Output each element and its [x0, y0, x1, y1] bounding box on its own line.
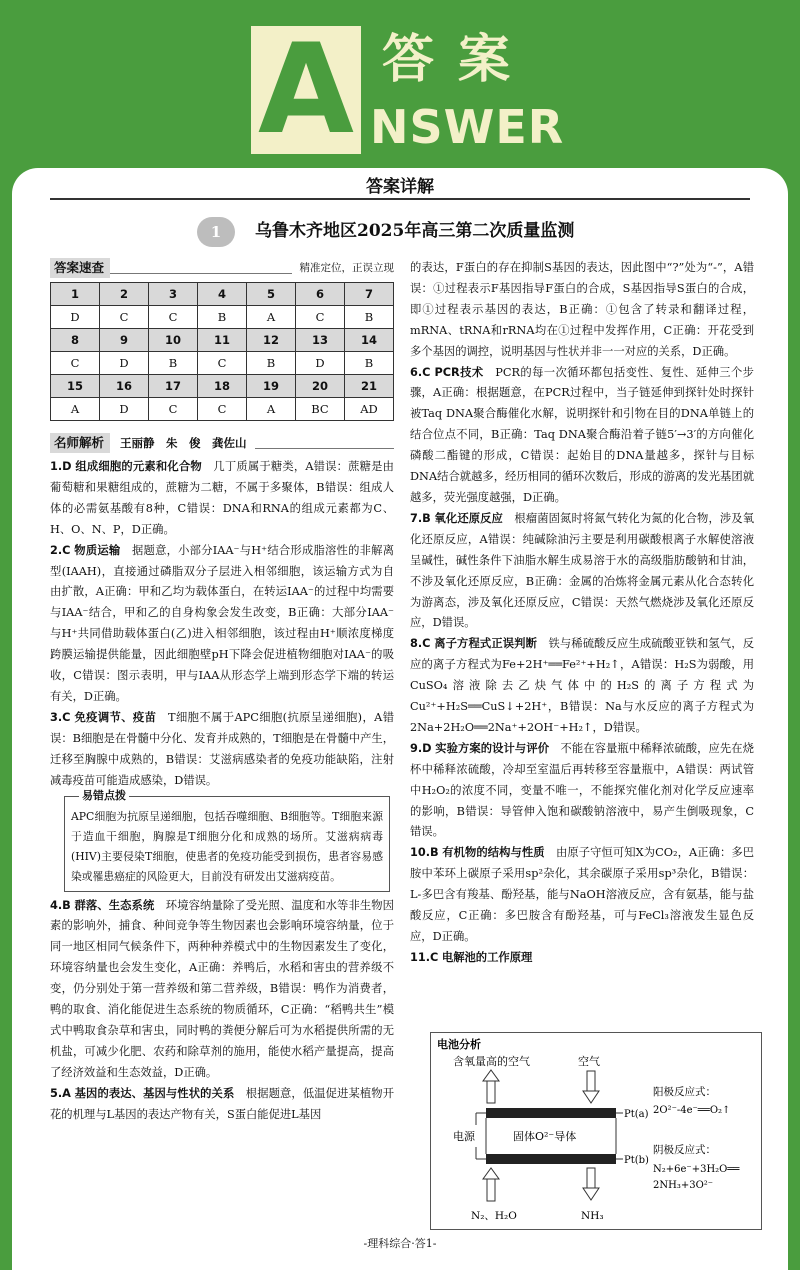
power-source-label: 电源 [453, 1130, 475, 1143]
question-answer-label: 1.D [50, 460, 72, 473]
answer-cell: D [296, 352, 345, 375]
explanation-item [410, 363, 754, 509]
explanation-item [410, 843, 754, 948]
question-number-cell: 13 [296, 329, 345, 352]
question-number-cell: 20 [296, 375, 345, 398]
quick-answer-slogan: 精准定位，正误立现 [299, 261, 394, 274]
explanation-item [50, 541, 394, 708]
question-number-cell: 10 [149, 329, 198, 352]
knowledge-point: 离子方程式正误判断 [434, 637, 538, 651]
question-number-cell: 19 [247, 375, 296, 398]
explanation-item [50, 1084, 394, 1126]
explanation-item [410, 948, 754, 969]
question-answer-label: 2.C [50, 543, 71, 557]
answer-cell: C [100, 306, 149, 329]
question-number-cell: 14 [345, 329, 394, 352]
analysis-header [50, 433, 394, 453]
explanation-item [410, 739, 754, 844]
explanation-text: 由原子守恒可知X为CO₂，A正确：多巴胺中苯环上碳原子采用sp²杂化，其余碳原子采用sp³杂化，B错误：L-多巴含有羧基、酚羟基，能与NaOH溶液反应，含有氨基，能与盐酸反应，C正确：多巴胺含有酚羟基，可与FeCl₃溶液发生显色反应，D正确。 [410, 846, 754, 943]
question-number-cell: 3 [149, 283, 198, 306]
diagram-top-right-label: 空气 [578, 1055, 600, 1068]
question-answer-label: 8.C [410, 637, 431, 651]
diagram-title: 电池分析 [437, 1038, 481, 1051]
question-answer-label: 9.D [410, 741, 432, 755]
knowledge-point: 电解池的工作原理 [441, 950, 533, 964]
anode-label: 阳极反应式： [653, 1086, 716, 1098]
header-banner [0, 0, 800, 175]
electrolysis-diagram [430, 1032, 762, 1230]
question-answer-label: 5.A [50, 1086, 71, 1100]
question-number-cell: 11 [198, 329, 247, 352]
answer-cell: C [296, 306, 345, 329]
knowledge-point: 实验方案的设计与评价 [435, 741, 550, 755]
question-number-cell: 2 [100, 283, 149, 306]
knowledge-point: PCR技术 [434, 365, 484, 379]
explanation-text: 铁与稀硫酸反应生成硫酸亚铁和氢气，反应的离子方程式为Fe+2H⁺══Fe²⁺+H₂↑，A错误：H₂S为弱酸，用CuSO₄溶液除去乙炔气体中的H₂S的离子方程式为Cu²⁺+H₂S══CuS↓+2H⁺，B错误：Na与水反应的离子方程式为2Na+2H₂O══2Na⁺+2OH⁻+H₂↑，D错误。 [410, 637, 754, 734]
left-column [50, 258, 394, 1125]
question-number-cell: 1 [51, 283, 100, 306]
question-number-cell: 9 [100, 329, 149, 352]
answer-cell: C [198, 398, 247, 421]
explanation-text: 环境容纳量除了受光照、温度和水等非生物因素的影响外，捕食、种间竞争等生物因素也会影响环境容纳量，位于同一地区相同气候条件下，两种种养模式中的生物因素发生了变化，环境容纳量也会发生变化，A正确：养鸭后，水稻和害虫的营养级不变，仍分别处于第一营养级和第二营养级，B错误：鸭作为消费者，鸭的取食、消化能促进生态系统的物质循环，C正确：“稻鸭共生”模式中鸭取食杂草和害虫，同时鸭的粪便分解后可为水稻提供所需的无机盐，可减少化肥、农药和除草剂的施用，能使水稻产量提高，提高了经济效益和生态效益，D正确。 [50, 898, 394, 1079]
answer-cell: D [100, 398, 149, 421]
explanation-text: 不能在容量瓶中稀释浓硫酸，应先在烧杯中稀释浓硫酸，冷却至室温后再转移至容量瓶中，A错误：两试管中H₂O₂的浓度不同，变量不唯一，不能探究催化剂对化学反应速率的影响，B错误：导管伸入饱和碳酸钠溶液中，易产生倒吸现象，C错误。 [410, 741, 754, 839]
question-number-cell: 7 [345, 283, 394, 306]
answer-cell: BC [296, 398, 345, 421]
explanation-item [410, 509, 754, 634]
question-number-cell: 15 [51, 375, 100, 398]
question-number-cell: 12 [247, 329, 296, 352]
question-number-cell: 21 [345, 375, 394, 398]
title-divider [50, 198, 750, 200]
anode-equation: 2O²⁻-4e⁻══O₂↑ [653, 1105, 731, 1116]
solid-conductor-label: 固体O²⁻导体 [513, 1130, 577, 1143]
explanation-item [50, 708, 394, 792]
answer-cell: D [51, 306, 100, 329]
question-number-cell: 18 [198, 375, 247, 398]
question-number-cell: 6 [296, 283, 345, 306]
outlet-arrow-icon [583, 1168, 599, 1200]
tip-title: 易错点拨 [79, 788, 129, 804]
question-answer-label: 6.C [410, 365, 431, 379]
answer-cell: C [198, 352, 247, 375]
question-number-cell: 8 [51, 329, 100, 352]
electrode-b-label: Pt(b) [624, 1155, 649, 1166]
cathode-equation-1: N₂+6e⁻+3H₂O══ [653, 1164, 740, 1175]
electrode-a-label: Pt(a) [624, 1109, 649, 1120]
answer-cell: A [247, 398, 296, 421]
knowledge-point: 物质运输 [74, 543, 121, 557]
question-number-cell: 17 [149, 375, 198, 398]
answer-cell: A [247, 306, 296, 329]
right-explanations [410, 258, 754, 969]
question-answer-label: 10.B [410, 846, 439, 860]
answer-cell: D [100, 352, 149, 375]
answer-cell: AD [345, 398, 394, 421]
knowledge-point: 有机物的结构与性质 [442, 846, 545, 860]
explanation-text: 据题意，小部分IAA⁻与H⁺结合形成脂溶性的非解离型(IAAH)，直接通过磷脂双分子层进入相邻细胞，该运输方式为自由扩散，A正确：甲和乙均为载体蛋白，在转运IAA⁻的过程中均需要与IAA⁻结合，甲和乙的自身构象会发生改变，B正确：大部分IAA⁻与H⁺共同借助载体蛋白(乙)进入相邻细胞，该过程由H⁺顺浓度梯度跨膜运输提供能量，因此细胞壁pH下降会促进植物细胞对IAA⁻的吸收，C错误：图示表明，甲与IAA从形态学上端到形态学下端的转运有关，D正确。 [50, 543, 394, 703]
answer-cell: B [149, 352, 198, 375]
question-answer-label: 7.B [410, 511, 431, 525]
question-number-cell: 4 [198, 283, 247, 306]
cathode-label: 阴极反应式： [653, 1144, 716, 1156]
teacher-names: 王丽静 朱 俊 龚佐山 [120, 435, 247, 450]
answer-cell: A [51, 398, 100, 421]
tip-text: APC细胞为抗原呈递细胞，包括吞噬细胞、B细胞等。T细胞来源于造血干细胞，胸腺是T细胞分化和成熟的场所。艾滋病病毒(HIV)主要侵染T细胞，使患者的免疫功能受到损伤，患者容易感染或罹患癌症的风险更大，目前没有研发出艾滋病疫苗。 [71, 809, 383, 883]
question-answer-label: 11.C [410, 950, 439, 964]
knowledge-point: 氧化还原反应 [434, 511, 503, 525]
knowledge-point: 组成细胞的元素和化合物 [75, 460, 202, 473]
knowledge-point: 群落、生态系统 [74, 898, 155, 912]
explanation-item [50, 896, 394, 1084]
diagram-svg [431, 1033, 761, 1229]
explanation-text: PCR的每一次循环都包括变性、复性、延伸三个步骤，A正确：根据题意，在PCR过程中，当子链延伸到探针处时探针被Taq DNA聚合酶催化水解，说明探针和引物在目的DNA单链上的结合位点不同，B正确：Taq DNA聚合酶沿着子链5′→3′的方向催化磷酸二酯键的形成，C错误：起始目的DNA量越多，探针与目标DNA结合就越多，经历相同的循环次数后，形成的游离的发光基团就越多，荧光强度越强，D正确。 [410, 365, 754, 504]
page-footer: -理科综合·答1- [363, 1237, 437, 1250]
question-answer-label: 3.C [50, 710, 71, 724]
explanation-text: T细胞不属于APC细胞(抗原呈递细胞)，A错误：B细胞是在骨髓中分化、发育并成熟的，T细胞是在骨髓中产生，迁移至胸腺中成熟的，B错误：艾滋病感染者的免疫功能缺陷，注射减毒疫苗可能造成感染，D错误。 [50, 710, 394, 787]
bottom-right-label: NH₃ [581, 1210, 604, 1222]
outlet-arrow-icon [483, 1070, 499, 1103]
knowledge-point: 基因的表达、基因与性状的关系 [74, 1086, 235, 1100]
answer-cell: C [149, 398, 198, 421]
left-explanations [50, 457, 394, 792]
diagram-top-left-label: 含氧量高的空气 [453, 1055, 530, 1068]
question-number-cell: 5 [247, 283, 296, 306]
answer-cell: B [345, 352, 394, 375]
explanation-text: 几丁质属于糖类，A错误：蔗糖是由葡萄糖和果糖组成的，蔗糖为二糖，不属于多聚体，B错误：组成人体的必需氨基酸有8种，C错误：DNA和RNA的组成元素都为C、H、O、N、P，D正确。 [50, 460, 394, 536]
answer-cell: C [51, 352, 100, 375]
exam-number-badge: 1 [197, 217, 235, 247]
explanation-text: 的表达，F蛋白的存在抑制S基因的表达，因此图中“?”处为“-”，A错误：①过程表示F基因指导F蛋白的合成，S基因指导S蛋白的合成，即①过程表示基因的表达，B正确：①包含了转录和翻译过程，mRNA、tRNA和rRNA均在①过程中发挥作用，C正确：开花受到多个基因的调控，说明基因与性状并非一一对应的关系，D正确。 [410, 261, 754, 358]
answer-cell: B [198, 306, 247, 329]
answer-table [50, 282, 394, 421]
banner-title-en: NSWER [370, 100, 565, 154]
banner-letter-a: A [251, 26, 361, 154]
inlet-arrow-icon [583, 1071, 599, 1103]
question-answer-label: 4.B [50, 898, 71, 912]
inlet-arrow-icon [483, 1168, 499, 1201]
answer-cell: B [345, 306, 394, 329]
tip-box [64, 788, 390, 892]
explanation-item [410, 634, 754, 739]
right-column [410, 258, 754, 969]
exam-title: 乌鲁木齐地区2025年高三第二次质量监测 [255, 221, 575, 241]
banner-title-cn: 答案 [382, 30, 535, 90]
explanation-text: 根据题意，低温促进某植物开花的机理与L基因的表达产物有关，S蛋白能促进L基因 [50, 1086, 394, 1121]
answer-cell: B [247, 352, 296, 375]
analysis-label: 名师解析 [50, 433, 110, 453]
left-explanations-2 [50, 896, 394, 1126]
bottom-left-label: N₂、H₂O [471, 1210, 517, 1222]
explanation-text: 根瘤菌固氮时将氮气转化为氮的化合物，涉及氧化还原反应，A错误：纯碱除油污主要是利用碳酸根离子水解使溶液呈碱性，碱性条件下油脂水解生成易溶于水的高级脂肪酸钠和甘油，不涉及氧化还原反应，B正确：金属的冶炼将金属元素从化合态转化为游离态，涉及氧化还原反应，C错误：天然气燃烧涉及氧化还原反应，D错误。 [410, 511, 754, 630]
page-title: 答案详解 [366, 177, 434, 197]
knowledge-point: 免疫调节、疫苗 [74, 710, 157, 724]
quick-answer-label: 答案速查 [50, 258, 110, 278]
question-number-cell: 16 [100, 375, 149, 398]
electrode-a-bar [486, 1108, 616, 1118]
cathode-equation-2: 2NH₃+3O²⁻ [653, 1180, 714, 1191]
answer-cell: C [149, 306, 198, 329]
explanation-item [50, 457, 394, 541]
quick-answer-header [50, 258, 394, 278]
electrode-b-bar [486, 1154, 616, 1164]
explanation-item [410, 258, 754, 363]
